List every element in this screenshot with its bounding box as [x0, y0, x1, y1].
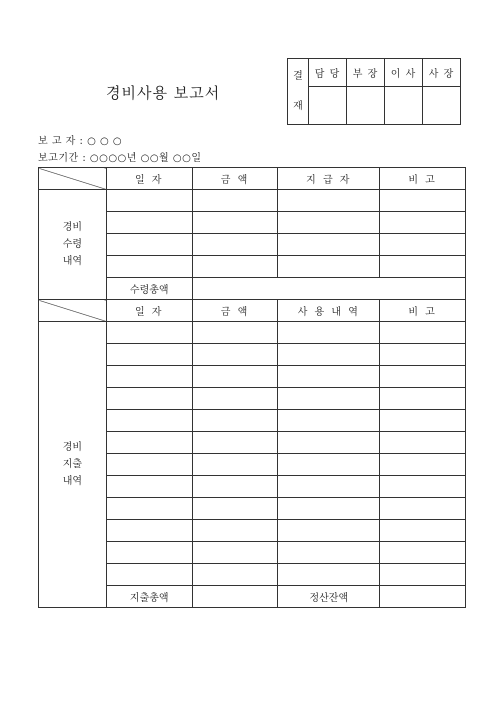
date-cell[interactable]	[106, 410, 192, 432]
approval-signature-president[interactable]	[423, 87, 461, 125]
approval-role-staff: 담 당	[309, 59, 347, 87]
column-header-date: 일 자	[106, 300, 192, 322]
detail-cell[interactable]	[278, 476, 380, 498]
date-cell[interactable]	[106, 234, 192, 256]
detail-cell[interactable]	[278, 256, 380, 278]
note-cell[interactable]	[380, 498, 466, 520]
detail-cell[interactable]	[278, 542, 380, 564]
column-header-payer: 지 급 자	[278, 168, 380, 190]
amount-cell[interactable]	[192, 256, 278, 278]
detail-cell[interactable]	[278, 322, 380, 344]
date-cell[interactable]	[106, 388, 192, 410]
expense-table	[38, 167, 466, 608]
note-cell[interactable]	[380, 234, 466, 256]
detail-cell[interactable]	[278, 212, 380, 234]
detail-cell[interactable]	[278, 234, 380, 256]
receipt-total-value[interactable]	[192, 278, 465, 300]
approval-role-president: 사 장	[423, 59, 461, 87]
balance-value[interactable]	[380, 586, 466, 608]
detail-cell[interactable]	[278, 498, 380, 520]
note-cell[interactable]	[380, 256, 466, 278]
amount-cell[interactable]	[192, 388, 278, 410]
date-cell[interactable]	[106, 564, 192, 586]
detail-cell[interactable]	[278, 190, 380, 212]
approval-signature-manager[interactable]	[347, 87, 385, 125]
amount-cell[interactable]	[192, 190, 278, 212]
amount-cell[interactable]	[192, 410, 278, 432]
amount-cell[interactable]	[192, 564, 278, 586]
column-header-date: 일 자	[106, 168, 192, 190]
table-row	[39, 190, 466, 212]
detail-cell[interactable]	[278, 454, 380, 476]
note-cell[interactable]	[380, 432, 466, 454]
note-cell[interactable]	[380, 388, 466, 410]
date-cell[interactable]	[106, 454, 192, 476]
note-cell[interactable]	[380, 366, 466, 388]
date-cell[interactable]	[106, 190, 192, 212]
column-header-usage: 사 용 내 역	[278, 300, 380, 322]
detail-cell[interactable]	[278, 366, 380, 388]
detail-cell[interactable]	[278, 564, 380, 586]
amount-cell[interactable]	[192, 520, 278, 542]
amount-cell[interactable]	[192, 454, 278, 476]
date-cell[interactable]	[106, 542, 192, 564]
approval-role-director: 이 사	[385, 59, 423, 87]
column-header-amount: 금 액	[192, 300, 278, 322]
balance-label: 정산잔액	[278, 586, 380, 608]
receipt-total-label: 수령총액	[106, 278, 192, 300]
approval-role-manager: 부 장	[347, 59, 385, 87]
date-cell[interactable]	[106, 366, 192, 388]
note-cell[interactable]	[380, 542, 466, 564]
amount-cell[interactable]	[192, 432, 278, 454]
diagonal-header-cell	[39, 300, 107, 322]
date-cell[interactable]	[106, 212, 192, 234]
approval-box	[287, 58, 461, 125]
note-cell[interactable]	[380, 344, 466, 366]
date-cell[interactable]	[106, 432, 192, 454]
note-cell[interactable]	[380, 190, 466, 212]
diagonal-header-cell	[39, 168, 107, 190]
date-cell[interactable]	[106, 322, 192, 344]
approval-signature-staff[interactable]	[309, 87, 347, 125]
amount-cell[interactable]	[192, 476, 278, 498]
note-cell[interactable]	[380, 410, 466, 432]
reporter-line: 보 고 자 : ○ ○ ○	[38, 136, 123, 147]
note-cell[interactable]	[380, 322, 466, 344]
page-title: 경비사용 보고서	[106, 84, 221, 102]
detail-cell[interactable]	[278, 520, 380, 542]
detail-cell[interactable]	[278, 388, 380, 410]
date-cell[interactable]	[106, 498, 192, 520]
expense-total-label: 지출총액	[106, 586, 192, 608]
detail-cell[interactable]	[278, 344, 380, 366]
detail-cell[interactable]	[278, 410, 380, 432]
section-side-label: 경비 지출 내역	[39, 322, 107, 608]
amount-cell[interactable]	[192, 322, 278, 344]
column-header-note: 비 고	[380, 168, 466, 190]
note-cell[interactable]	[380, 520, 466, 542]
approval-signature-director[interactable]	[385, 87, 423, 125]
period-line: 보고기간 : ○○○○년 ○○월 ○○일	[38, 153, 202, 164]
date-cell[interactable]	[106, 344, 192, 366]
column-header-amount: 금 액	[192, 168, 278, 190]
column-header-note: 비 고	[380, 300, 466, 322]
table-row	[39, 322, 466, 344]
expense-total-value[interactable]	[192, 586, 278, 608]
amount-cell[interactable]	[192, 542, 278, 564]
amount-cell[interactable]	[192, 234, 278, 256]
approval-label: 결 재	[288, 59, 309, 125]
amount-cell[interactable]	[192, 344, 278, 366]
note-cell[interactable]	[380, 454, 466, 476]
note-cell[interactable]	[380, 564, 466, 586]
date-cell[interactable]	[106, 256, 192, 278]
note-cell[interactable]	[380, 212, 466, 234]
section-side-label: 경비 수령 내역	[39, 190, 107, 300]
note-cell[interactable]	[380, 476, 466, 498]
amount-cell[interactable]	[192, 498, 278, 520]
detail-cell[interactable]	[278, 432, 380, 454]
amount-cell[interactable]	[192, 212, 278, 234]
amount-cell[interactable]	[192, 366, 278, 388]
date-cell[interactable]	[106, 476, 192, 498]
date-cell[interactable]	[106, 520, 192, 542]
